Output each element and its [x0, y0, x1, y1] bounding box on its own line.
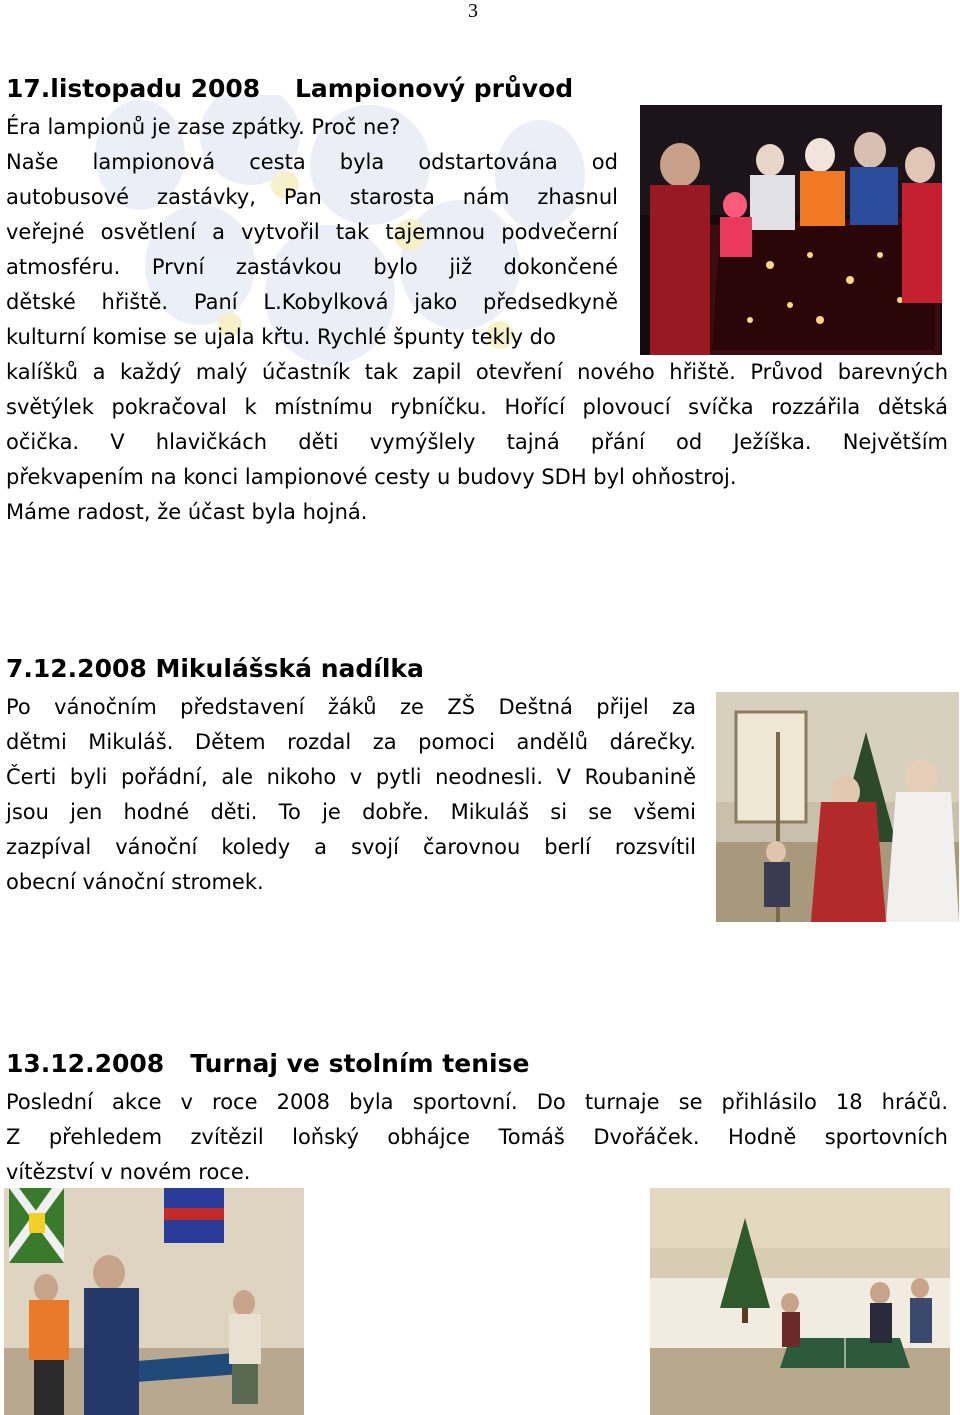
text-line: Poslední akce v roce 2008 byla sportovní. Do turnaje se přihlásilo 18 hráčů. [6, 1090, 948, 1114]
text-line: světýlek pokračoval k místnímu rybníčku. Hořící plovoucí svíčka rozzářila dětská [6, 395, 948, 419]
photo-table-tennis-hall [650, 1188, 950, 1415]
text-line: Naše lampionová cesta byla odstartována od [6, 150, 618, 174]
text-line: dětské hřiště. Paní L.Kobylková jako předsedkyně [6, 290, 618, 314]
photo-mikulas [716, 692, 959, 922]
text-line: Máme radost, že účast byla hojná. [6, 500, 368, 524]
text-line: obecní vánoční stromek. [6, 870, 264, 894]
text-line: atmosféru. První zastávkou bylo již dokončené [6, 255, 618, 279]
text-line: dětmi Mikuláš. Dětem rozdal za pomoci andělů dárečky. [6, 730, 696, 754]
text-line: očička. V hlavičkách děti vymýšlely tajná přání od Ježíška. Největším [6, 430, 948, 454]
text-line: kalíšků a každý malý účastník tak zapil otevření nového hřiště. Průvod barevných [6, 360, 948, 384]
text-line: autobusové zastávky, Pan starosta nám zhasnul [6, 185, 618, 209]
text-line: překvapením na konci lampionové cesty u budovy SDH byl ohňostroj. [6, 465, 737, 489]
text-line: zazpíval vánoční koledy a svojí čarovnou berlí rozsvítil [6, 835, 696, 859]
text-line: vítězství v novém roce. [6, 1160, 251, 1184]
section-heading-lampion: 17.listopadu 2008 Lampionový průvod [6, 74, 574, 103]
photo-lantern-procession [640, 105, 942, 355]
text-line: kulturní komise se ujala křtu. Rychlé špunty tekly do [6, 325, 556, 349]
text-line: Z přehledem zvítězil loňský obhájce Tomáš Dvořáček. Hodně sportovních [6, 1125, 948, 1149]
text-line: Éra lampionů je zase zpátky. Proč ne? [6, 115, 401, 139]
text-line: Čerti byli pořádní, ale nikoho v pytli neodnesli. V Roubanině [6, 765, 696, 789]
section-heading-turnaj: 13.12.2008 Turnaj ve stolním tenise [6, 1049, 530, 1078]
text-line: Po vánočním představení žáků ze ZŠ Deštná přijel za [6, 695, 696, 719]
text-line: jsou jen hodné děti. To je dobře. Mikuláš si se všemi [6, 800, 696, 824]
page-number: 3 [468, 0, 478, 22]
photo-table-tennis-players [4, 1188, 304, 1415]
section-heading-mikulas: 7.12.2008 Mikulášská nadílka [6, 654, 424, 683]
text-line: veřejné osvětlení a vytvořil tak tajemnou podvečerní [6, 220, 618, 244]
